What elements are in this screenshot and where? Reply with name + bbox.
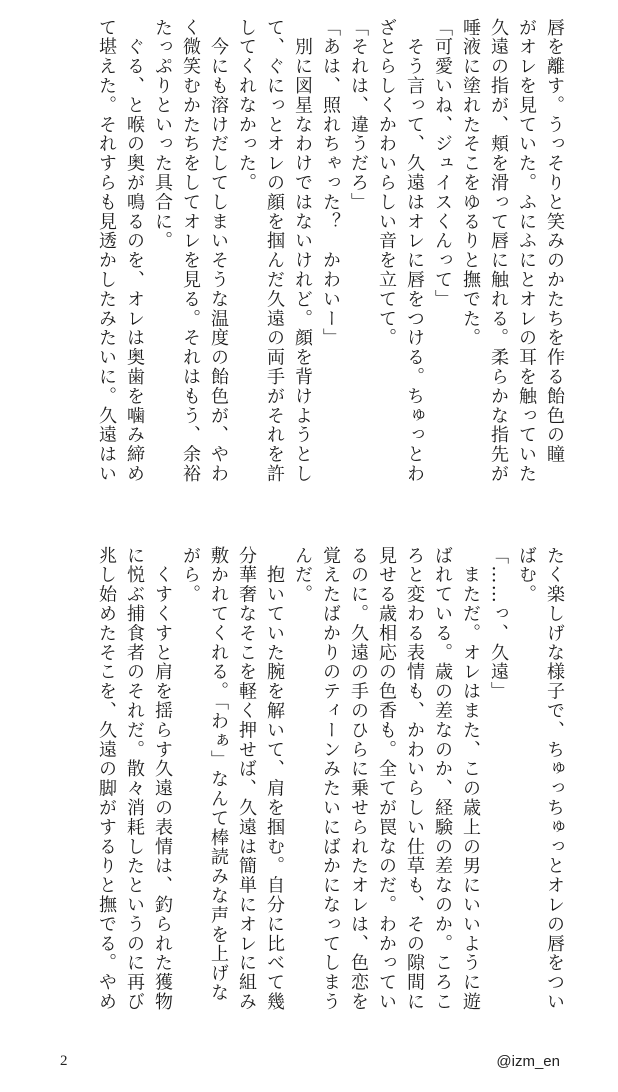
text-line: んだ。 [292, 546, 313, 605]
text-line: ろと変わる表情も、かわいらしい仕草も、その隙間に [404, 546, 425, 1012]
text-line: に悦ぶ捕食者のそれだ。散々消耗したというのに再び [124, 546, 145, 1012]
text-line: 分華奢なそこを軽く押せば、久遠は簡単にオレに組み [236, 546, 257, 1012]
text-line: くすくすと肩を揺らす久遠の表情は、釣られた獲物 [152, 546, 173, 1012]
text-line: 久遠の指が、頬を滑って唇に触れる。柔らかな指先が [488, 18, 509, 484]
text-line: 今にも溶けだしてしまいそうな温度の飴色が、やわ [208, 18, 229, 484]
text-line: まただ。オレはまた、この歳上の男にいいように遊 [460, 546, 481, 1012]
text-line: してくれなかった。 [236, 18, 257, 193]
text-line: 覚えたばかりのティーンみたいにばかになってしまう [320, 546, 341, 1012]
text-line: ざとらしくかわいらしい音を立てて。 [376, 18, 397, 348]
text-line: 「あは、照れちゃった？ かわいー」 [320, 18, 341, 348]
text-line: 抱いていた腕を解いて、肩を掴む。自分に比べて幾 [264, 546, 285, 1012]
text-line: ばれている。歳の差なのか、経験の差なのか。ころこ [432, 546, 453, 1012]
text-line: るのに。久遠の手のひらに乗せられたオレは、色恋を [348, 546, 369, 1012]
text-line: ばむ。 [516, 546, 537, 605]
text-line: たく楽しげな様子で、ちゅっちゅっとオレの唇をつい [544, 546, 565, 1012]
text-line: 「……っ、久遠」 [488, 546, 509, 702]
author-handle: @izm_en [496, 1053, 560, 1070]
text-line: 見せる歳相応の色香も。全てが罠なのだ。わかってい [376, 546, 397, 1012]
text-line: て堪えた。それすらも見透かしたみたいに。久遠はい [96, 18, 117, 484]
text-block-lower [92, 546, 568, 1066]
text-line: ぐる、と喉の奥が鳴るのを、オレは奥歯を噛み締め [124, 18, 145, 484]
page-number: 2 [60, 1053, 68, 1069]
text-line: たっぷりといった具合に。 [152, 18, 173, 251]
text-block-upper [92, 18, 568, 538]
text-line: 別に図星なわけではないけれど。顔を背けようとし [292, 18, 313, 484]
text-line: 唇を離す。うっそりと笑みのかたちを作る飴色の瞳 [544, 18, 565, 465]
text-line: く微笑むかたちをしてオレを見る。それはもう、余裕 [180, 18, 201, 484]
text-line: 「それは、違うだろ」 [348, 18, 369, 212]
text-line: 唾液に塗れたそこをゆるりと撫でた。 [460, 18, 481, 348]
text-line: 敷かれてくれる。「わぁ」なんて棒読みな声を上げな [208, 546, 229, 1003]
text-line: がオレを見ていた。ふにふにとオレの耳を触っていた [516, 18, 537, 484]
text-line: 「可愛いね、ジュイスくんって」 [432, 18, 453, 309]
text-line: て、ぐにっとオレの顔を掴んだ久遠の両手がそれを許 [264, 18, 285, 484]
text-line: 兆し始めたそこを、久遠の脚がするりと撫でる。やめ [96, 546, 117, 1012]
text-line: がら。 [180, 546, 201, 605]
text-line: そう言って、久遠はオレに唇をつける。ちゅっとわ [404, 18, 425, 484]
